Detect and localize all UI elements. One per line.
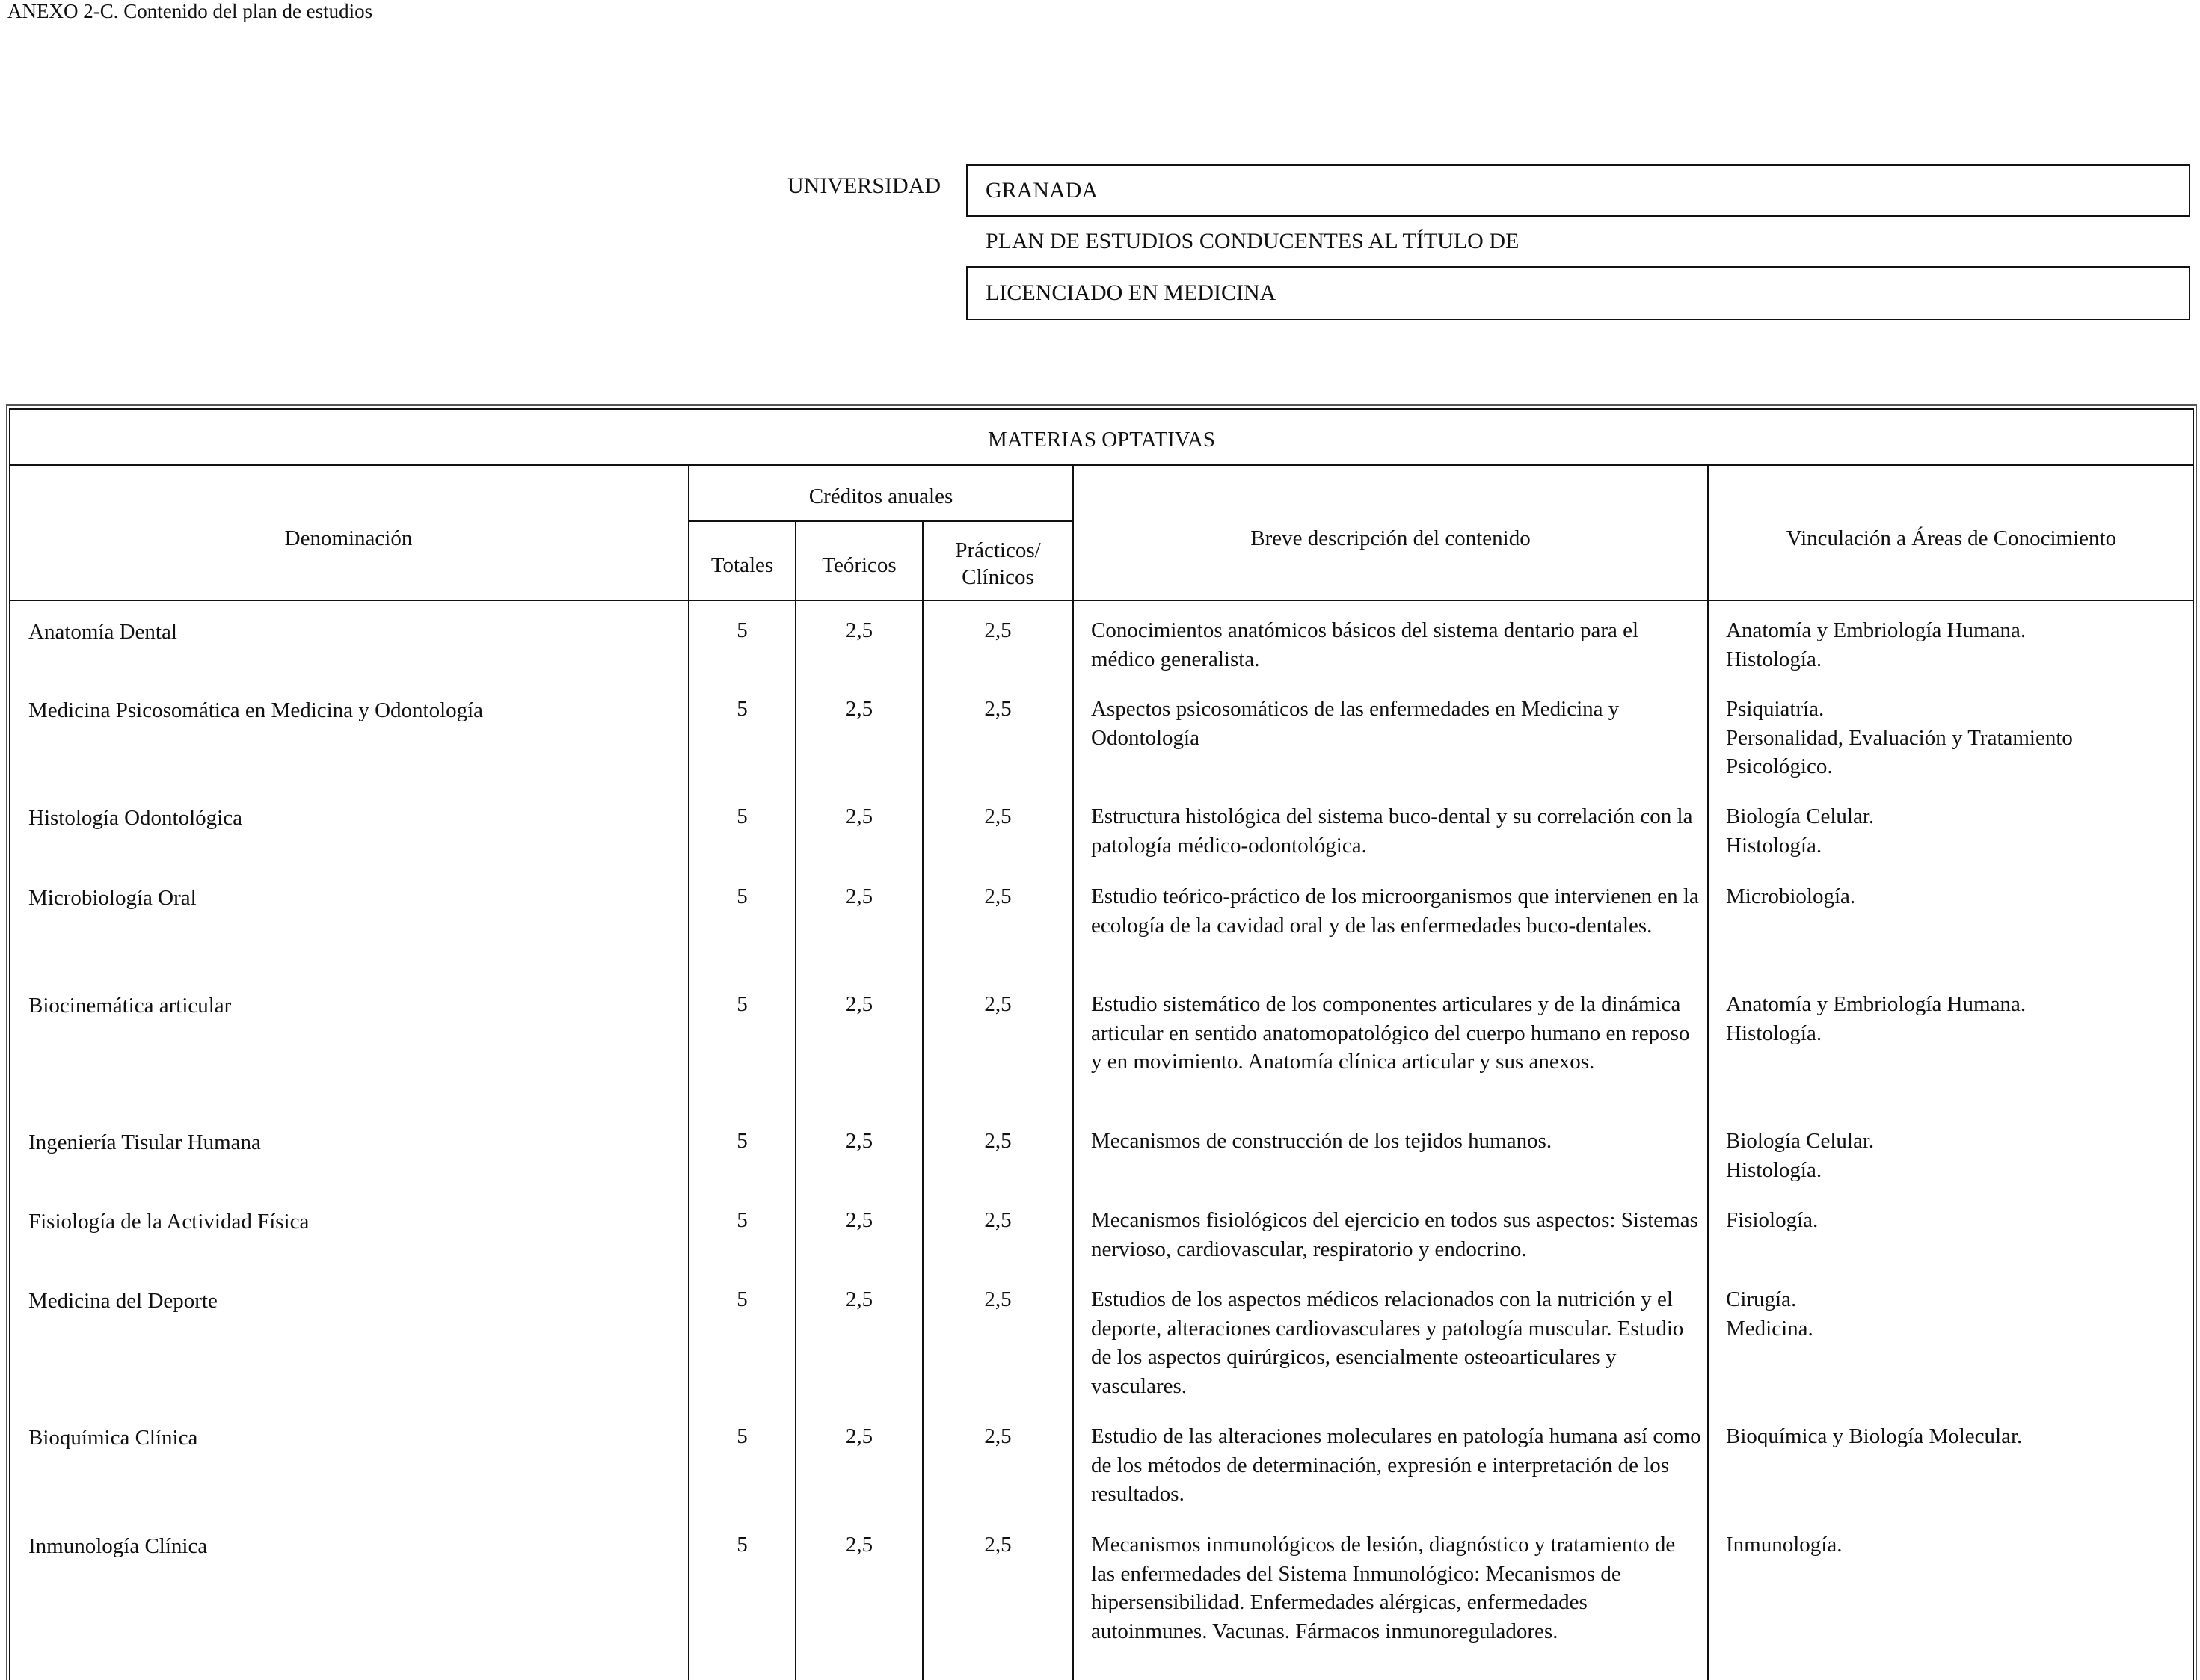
- row-totales: 5: [737, 992, 748, 1016]
- row-description: Estudio teórico-práctico de los microorganismos que intervienen en la ecología de la cavidad oral y de las enfermedades buco-dentales.: [1091, 884, 1699, 938]
- col-header-totales: Totales: [710, 553, 774, 577]
- row-description: Estudio de las alteraciones moleculares en patología humana así como de los métodos de determinación, expresión e interpretación de los resultados.: [1091, 1424, 1701, 1506]
- row-description: Mecanismos inmunológicos de lesión, diagnóstico y tratamiento de las enfermedades del Sistema Inmunológico: Mecanismos de hipersensibilidad. Enfermedades alérgicas, enfermedades autoinmunes. Vacunas. Fármacos inmunoreguladores.: [1091, 1533, 1676, 1643]
- row-areas: Biología Celular. Histología.: [1726, 1129, 1875, 1182]
- row-teoricos: 2,5: [845, 618, 873, 642]
- row-name: Microbiología Oral: [28, 886, 197, 910]
- row-practicos: 2,5: [984, 1287, 1012, 1311]
- row-name: Medicina del Deporte: [28, 1289, 218, 1313]
- row-name: Ingeniería Tisular Humana: [28, 1130, 261, 1154]
- row-description: Estudio sistemático de los componentes articulares y de la dinámica articular en sentido anatomopatológico del cuerpo humano en reposo y en movimiento. Anatomía clínica articular y sus anexos.: [1091, 992, 1690, 1074]
- col-header-vinculacion: Vinculación a Áreas de Conocimiento: [1786, 526, 2117, 550]
- row-teoricos: 2,5: [845, 1208, 873, 1232]
- row-name: Inmunología Clínica: [28, 1534, 208, 1558]
- row-practicos: 2,5: [984, 1129, 1012, 1153]
- credits-divider: [689, 520, 1074, 522]
- row-totales: 5: [737, 884, 748, 908]
- col-divider-4: [1072, 464, 1074, 1680]
- row-totales: 5: [737, 1129, 748, 1153]
- plan-label: PLAN DE ESTUDIOS CONDUCENTES AL TÍTULO DE: [986, 229, 1520, 253]
- col-header-descripcion: Breve descripción del contenido: [1250, 526, 1531, 550]
- row-name: Fisiología de la Actividad Física: [28, 1210, 310, 1234]
- row-practicos: 2,5: [984, 804, 1012, 828]
- row-description: Estudios de los aspectos médicos relacionados con la nutrición y el deporte, alteraciones cardiovasculares y patología muscular. Estudio de los aspectos quirúrgicos, esencialmente osteoarticulares y vasculares.: [1091, 1287, 1684, 1398]
- annex-title: ANEXO 2-C. Contenido del plan de estudios: [7, 0, 373, 22]
- header-bottom-divider: [9, 600, 2194, 601]
- row-teoricos: 2,5: [845, 992, 873, 1016]
- col-header-practicos: [924, 537, 1072, 591]
- row-description: Mecanismos fisiológicos del ejercicio en todos sus aspectos: Sistemas nervioso, cardiovascular, respiratorio y endocrino.: [1091, 1208, 1698, 1261]
- row-teoricos: 2,5: [845, 697, 873, 721]
- row-areas: Biología Celular. Histología.: [1726, 804, 1875, 858]
- row-teoricos: 2,5: [845, 884, 873, 908]
- row-areas: Bioquímica y Biología Molecular.: [1726, 1424, 2023, 1448]
- degree-value: LICENCIADO EN MEDICINA: [986, 280, 1276, 305]
- row-practicos: 2,5: [984, 1208, 1012, 1232]
- row-description: Aspectos psicosomáticos de las enfermedades en Medicina y Odontología: [1091, 697, 1620, 750]
- col-divider-5: [1707, 464, 1709, 1680]
- row-teoricos: 2,5: [845, 804, 873, 828]
- row-areas: Psiquiatría. Personalidad, Evaluación y Tratamiento Psicológico.: [1726, 697, 2073, 778]
- row-name: Bioquímica Clínica: [28, 1426, 198, 1450]
- col-header-practicos-line2: Clínicos: [962, 565, 1034, 589]
- row-teoricos: 2,5: [845, 1129, 873, 1153]
- row-totales: 5: [737, 804, 748, 828]
- row-description: Conocimientos anatómicos básicos del sistema dentario para el médico generalista.: [1091, 618, 1639, 671]
- row-totales: 5: [737, 1533, 748, 1557]
- col-divider-1: [688, 464, 689, 1680]
- row-areas: Inmunología.: [1726, 1533, 1843, 1557]
- col-header-creditos: Créditos anuales: [808, 484, 953, 508]
- row-practicos: 2,5: [984, 618, 1012, 642]
- col-header-denominacion: Denominación: [284, 526, 413, 550]
- row-practicos: 2,5: [984, 992, 1012, 1016]
- row-totales: 5: [737, 697, 748, 721]
- degree-box: [966, 266, 2190, 320]
- row-name: Medicina Psicosomática en Medicina y Odontología: [28, 698, 484, 722]
- university-value: GRANADA: [986, 178, 1098, 203]
- table-title: MATERIAS OPTATIVAS: [987, 428, 1216, 452]
- row-totales: 5: [737, 1208, 748, 1232]
- row-areas: Anatomía y Embriología Humana. Histología.: [1726, 992, 2027, 1045]
- row-teoricos: 2,5: [845, 1424, 873, 1448]
- row-totales: 5: [737, 1287, 748, 1311]
- row-areas: Anatomía y Embriología Humana. Histología.: [1726, 618, 2027, 671]
- col-header-practicos-line1: Prácticos/: [955, 538, 1041, 562]
- row-practicos: 2,5: [984, 884, 1012, 908]
- row-name: Anatomía Dental: [28, 620, 177, 644]
- row-practicos: 2,5: [984, 697, 1012, 721]
- row-areas: Cirugía. Medicina.: [1726, 1287, 1813, 1341]
- col-header-teoricos: Teóricos: [822, 553, 897, 577]
- row-practicos: 2,5: [984, 1533, 1012, 1557]
- row-name: Biocinemática articular: [28, 994, 232, 1018]
- row-areas: Fisiología.: [1726, 1208, 1819, 1232]
- row-description: Mecanismos de construcción de los tejidos humanos.: [1091, 1129, 1552, 1153]
- university-label: UNIVERSIDAD: [787, 173, 941, 198]
- row-teoricos: 2,5: [845, 1287, 873, 1311]
- university-box: [966, 164, 2190, 217]
- title-divider: [9, 464, 2194, 466]
- row-totales: 5: [737, 1424, 748, 1448]
- row-practicos: 2,5: [984, 1424, 1012, 1448]
- row-teoricos: 2,5: [845, 1533, 873, 1557]
- row-description: Estructura histológica del sistema buco-dental y su correlación con la patología médico-odontológica.: [1091, 804, 1693, 858]
- row-totales: 5: [737, 618, 748, 642]
- row-areas: Microbiología.: [1726, 884, 1856, 908]
- row-name: Histología Odontológica: [28, 806, 242, 830]
